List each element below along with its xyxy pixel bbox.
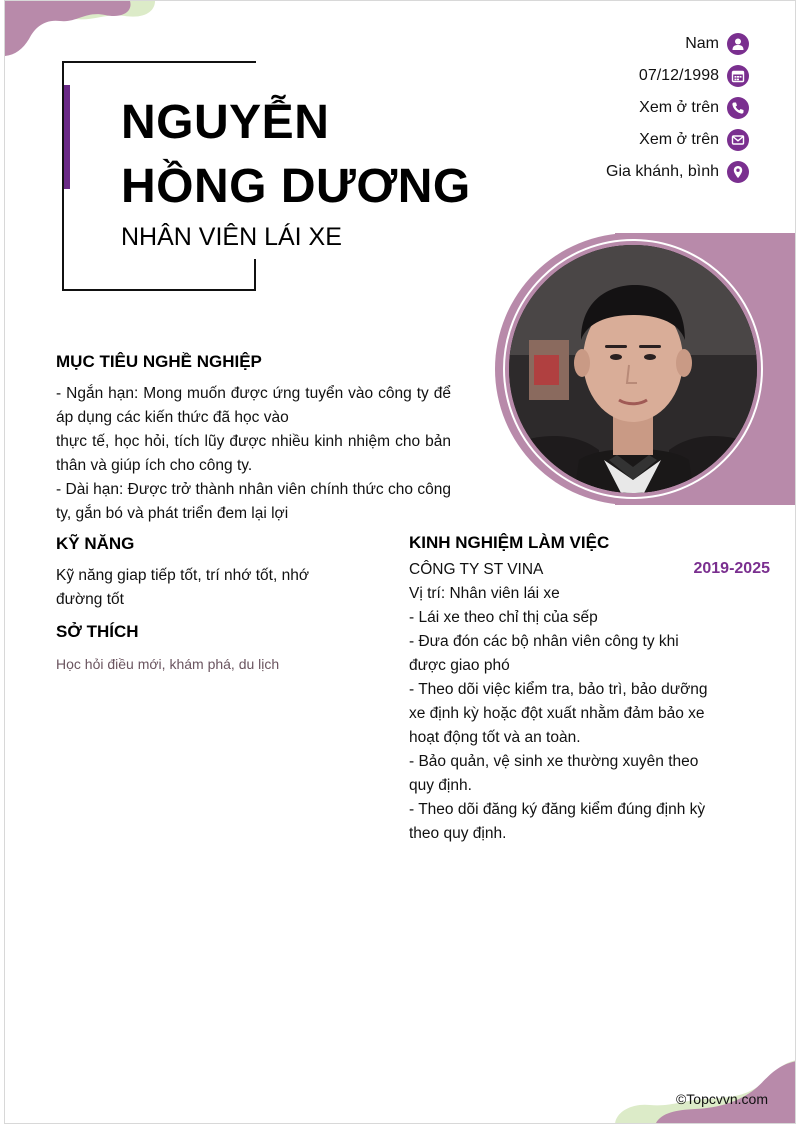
- objective-line-1: - Ngắn hạn: Mong muốn được ứng tuyển vào công ty để áp dụng các kiến thức đã học vào: [56, 385, 451, 426]
- profile-photo: [509, 245, 757, 493]
- bottom-right-decor-blob: [605, 1055, 796, 1124]
- top-left-decor-blob: [5, 1, 175, 61]
- name-frame-top: [62, 61, 256, 63]
- hobbies-title: SỞ THÍCH: [56, 622, 139, 641]
- contact-gender-text: Nam: [685, 35, 719, 52]
- position-text: Vị trí: Nhân viên lái xe: [409, 585, 560, 602]
- duty-item: - Lái xe theo chỉ thị của sếp: [409, 609, 598, 626]
- duty-item: - Theo dõi việc kiểm tra, bảo trì, bảo dưỡng xe định kỳ hoặc đột xuất nhằm đảm bảo xe hoạt động tốt và an toàn.: [409, 681, 708, 746]
- objective-line-3: - Dài hạn: Được trở thành nhân viên chính thức cho công ty, gắn bó và phát triển đem lại lợi: [56, 481, 451, 522]
- duty-item: - Đưa đón các bộ nhân viên công ty khi được giao phó: [409, 633, 679, 674]
- contact-birthday: [639, 64, 749, 88]
- objective-title: MỤC TIÊU NGHỀ NGHIỆP: [56, 352, 262, 371]
- location-pin-icon: [727, 161, 749, 183]
- full-name-line1: NGUYỄN: [121, 96, 330, 149]
- user-icon: [727, 33, 749, 55]
- contact-birthday-text: 07/12/1998: [638, 67, 719, 84]
- contact-address-text: Gia khánh, bình: [606, 163, 719, 180]
- hobbies-text: Học hỏi điều mới, khám phá, du lịch: [56, 656, 280, 672]
- contact-address: [606, 160, 749, 184]
- experience-title: KINH NGHIỆM LÀM VIỆC: [409, 533, 610, 552]
- job-title: NHÂN VIÊN LÁI XE: [121, 223, 342, 251]
- objective-text: [56, 382, 451, 526]
- name-accent-bar: [64, 85, 70, 189]
- skills-text: Kỹ năng giap tiếp tốt, trí nhớ tốt, nhớ đường tốt: [56, 567, 309, 608]
- phone-icon: [727, 97, 749, 119]
- cv-page: [4, 0, 796, 1124]
- duty-item: - Bảo quản, vệ sinh xe thường xuyên theo quy định.: [409, 753, 699, 794]
- skills-title: KỸ NĂNG: [56, 534, 135, 553]
- name-frame-bottom: [62, 289, 256, 291]
- full-name-line2: HỒNG DƯƠNG: [121, 160, 471, 213]
- mail-icon: [727, 129, 749, 151]
- calendar-icon: [727, 65, 749, 87]
- contact-email: [639, 128, 749, 152]
- name-frame-right: [254, 259, 256, 291]
- experience-details: [409, 582, 719, 846]
- contact-gender: [685, 32, 749, 56]
- contact-phone: [639, 96, 749, 120]
- contact-phone-text: Xem ở trên: [639, 99, 719, 116]
- duty-item: - Theo dõi đăng ký đăng kiểm đúng định kỳ theo quy định.: [409, 801, 706, 842]
- copyright-text: ©Topcvvn.com: [675, 1091, 768, 1107]
- company-name: CÔNG TY ST VINA: [409, 561, 544, 578]
- experience-years: 2019-2025: [693, 560, 770, 577]
- contact-email-text: Xem ở trên: [639, 131, 719, 148]
- objective-line-2: thực tế, học hỏi, tích lũy được nhiều kinh nhiệm cho bản thân và giúp ích cho công ty.: [56, 433, 451, 474]
